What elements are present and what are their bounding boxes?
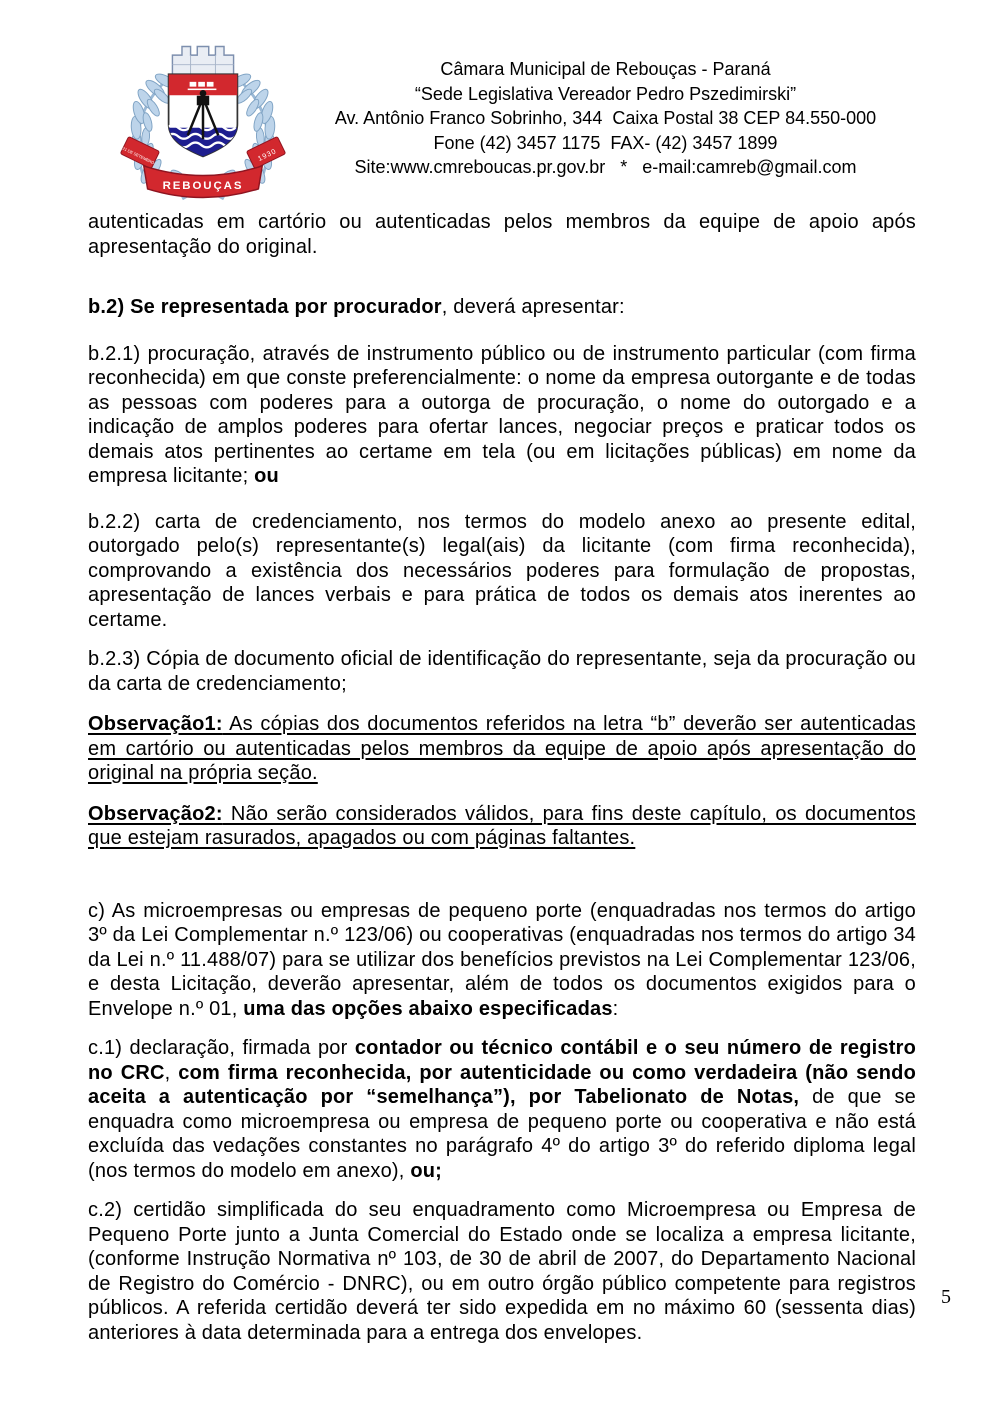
observation-2-label: Observação2: xyxy=(88,802,223,825)
clause-b2-bold: b.2) Se representada por procurador xyxy=(88,296,442,318)
clause-b2-heading xyxy=(88,295,916,320)
clause-c1-seg1: c.1) declaração, firmada por xyxy=(88,1037,355,1059)
clause-c1-seg2-bold: contador ou técnico contábil e o seu número de registro no CRC xyxy=(88,1037,916,1084)
ribbon-name-text: REBOUÇAS xyxy=(162,179,244,192)
org-subtitle: “Sede Legislativa Vereador Pedro Pszedimirski” xyxy=(414,83,797,104)
shield xyxy=(167,74,238,158)
observation-2-text: Não serão considerados válidos, para fins deste capítulo, os documentos que estejam rasurados, apagados ou com páginas faltantes. xyxy=(88,802,916,849)
coat-of-arms-graphic xyxy=(104,36,302,208)
observation-1 xyxy=(88,712,916,786)
org-website-email: Site:www.cmreboucas.pr.gov.br * e-mail:camreb@gmail.com xyxy=(354,157,857,178)
org-address: Av. Antônio Franco Sobrinho, 344 Caixa Postal 38 CEP 84.550-000 xyxy=(334,108,877,129)
ribbon-date-text: 21 DE SETEMBRO xyxy=(121,145,156,166)
clause-b22 xyxy=(88,510,916,633)
train-emblem xyxy=(188,82,217,90)
clause-b23 xyxy=(88,647,916,696)
clause-c-end: : xyxy=(612,997,619,1020)
clause-b21-bold-ou: ou xyxy=(254,465,279,487)
document-body xyxy=(88,210,916,1345)
clause-c2 xyxy=(88,1198,916,1345)
mural-crown-icon xyxy=(172,47,233,77)
clause-b21-text: b.2.1) procuração, através de instrumento público ou de instrumento particular (com firma reconhecida) em que conste preferencialmente: o nome da empresa outorgante e de todas as pessoas com poderes para a outorga de procuração, o nome do outorgado e a indicação de amplos poderes para ofertar lances, negociar preços e praticar todos os demais atos pertinentes ao certame em tela (ou em licitações públicas) em nome da empresa licitante; xyxy=(88,342,916,487)
letterhead-text xyxy=(309,57,916,205)
clause-b21 xyxy=(88,342,916,489)
clause-c1-seg5: de que se enquadra como microempresa ou empresa de pequeno porte ou cooperativa e não está excluída das vedações constantes no parágrafo 4º do artigo 3º do referido diploma legal (nos termos do modelo em anexo), xyxy=(88,1086,916,1182)
ribbon-year-text: 1930 xyxy=(256,147,278,163)
clause-c1-seg6-bold: ou; xyxy=(410,1159,443,1182)
clause-c xyxy=(88,899,916,1022)
municipal-coat-of-arms xyxy=(104,36,309,205)
org-name: Câmara Municipal de Rebouças - Paraná xyxy=(440,59,771,79)
observation-2 xyxy=(88,802,916,851)
clause-c1-seg3: , xyxy=(164,1061,179,1084)
clause-b22-text: b.2.2) carta de credenciamento, nos termos do modelo anexo ao presente edital, outorgado pelo(s) representante(s) legal(ais) da licitante (com firma reconhecida), comprovando a existência dos necessários poderes para formulação de propostas, apresentação de lances verbais e para prática de todos os demais atos inerentes ao certame. xyxy=(88,510,916,631)
clause-b2-rest: , deverá apresentar: xyxy=(441,296,625,318)
clause-c-bold: uma das opções abaixo especificadas xyxy=(243,997,613,1020)
org-phone: Fone (42) 3457 1175 FAX- (42) 3457 1899 xyxy=(433,132,778,153)
clause-c-text: c) As microempresas ou empresas de pequeno porte (enquadradas nos termos do artigo 3º da Lei Complementar n.º 123/06) ou cooperativas (enquadradas nos termos do artigo 34 da Lei n.º 11.488/07) para se utilizar dos benefícios previstos na Lei Complementar 123/06, e desta Licitação, deverão apresentar, além de todos os documentos exigidos para o Envelope n.º 01, xyxy=(88,899,916,1020)
clause-c2-text: c.2) certidão simplificada do seu enquadramento como Microempresa ou Empresa de Pequeno Porte junto a Junta Comercial do Estado onde se localiza a empresa licitante, (conforme Instrução Normativa nº 103, de 30 de abril de 2007, do Departamento Nacional de Registro do Comércio - DNRC), ou em outro órgão público competente para registros públicos. A referida certidão deverá ter sido expedida em no máximo 60 (sessenta dias) anteriores à data determinada para a entrega dos envelopes. xyxy=(88,1199,916,1344)
observation-1-text: As cópias dos documentos referidos na letra “b” deverão ser autenticadas em cartório ou autenticadas pelos membros da equipe de apoio após apresentação do original na própria seção. xyxy=(88,713,916,784)
page-number: 5 xyxy=(941,1286,951,1308)
paragraph-continuation xyxy=(88,210,916,259)
clause-c1 xyxy=(88,1036,916,1183)
clause-c1-seg4-bold: com firma reconhecida, por autenticidade ou como verdadeira (não sendo aceita a autenticação por “semelhança”), por Tabelionato de Notas, xyxy=(88,1061,917,1108)
letterhead xyxy=(88,36,916,205)
clause-b23-text: b.2.3) Cópia de documento oficial de identificação do representante, seja da procuração ou da carta de credenciamento; xyxy=(88,648,916,695)
observation-1-label: Observação1: xyxy=(88,713,223,735)
continuation-text: autenticadas em cartório ou autenticadas pelos membros da equipe de apoio após apresentação do original. xyxy=(88,211,916,258)
